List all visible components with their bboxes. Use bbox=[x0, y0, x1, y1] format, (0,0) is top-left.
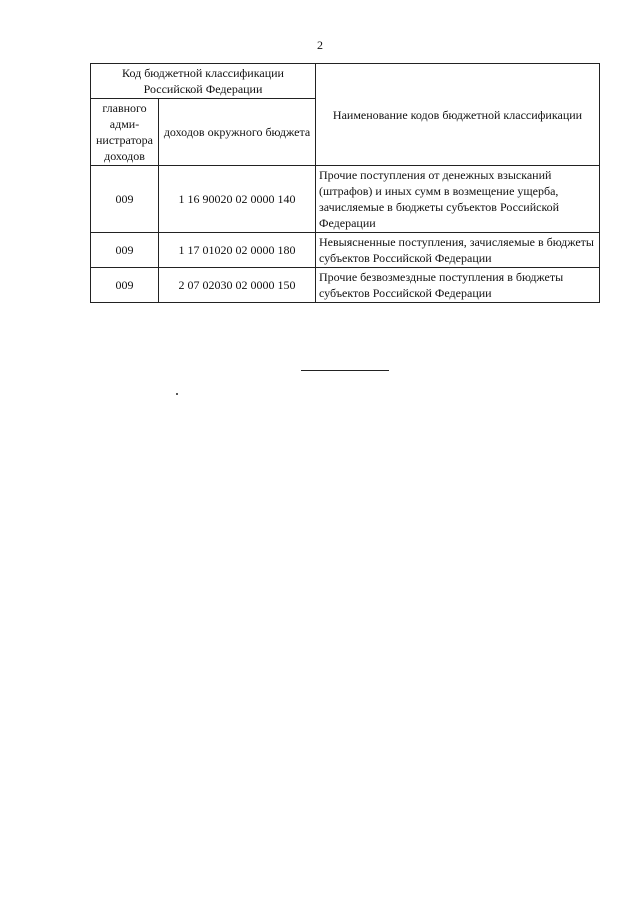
stray-dot bbox=[176, 393, 178, 395]
header-main-administrator: главного адми-нистратора доходов bbox=[91, 99, 159, 166]
cell-admin: 009 bbox=[91, 166, 159, 233]
table-row bbox=[91, 268, 600, 303]
header-code-names: Наименование кодов бюджетной классификации bbox=[316, 64, 600, 166]
cell-name: Невыясненные поступления, зачисляемые в бюджеты субъектов Российской Федерации bbox=[316, 233, 600, 268]
header-budget-classification-code: Код бюджетной классификации Российской Федерации bbox=[91, 64, 316, 99]
cell-admin: 009 bbox=[91, 268, 159, 303]
closing-divider-line bbox=[301, 370, 389, 371]
cell-name: Прочие поступления от денежных взысканий (штрафов) и иных сумм в возмещение ущерба, зачисляемые в бюджеты субъектов Российской Федерации bbox=[316, 166, 600, 233]
cell-name: Прочие безвозмездные поступления в бюджеты субъектов Российской Федерации bbox=[316, 268, 600, 303]
table-row bbox=[91, 166, 600, 233]
cell-code: 1 16 90020 02 0000 140 bbox=[159, 166, 316, 233]
cell-code: 1 17 01020 02 0000 180 bbox=[159, 233, 316, 268]
cell-admin: 009 bbox=[91, 233, 159, 268]
table-row bbox=[91, 233, 600, 268]
page-number: 2 bbox=[317, 38, 323, 52]
cell-code: 2 07 02030 02 0000 150 bbox=[159, 268, 316, 303]
header-district-budget-income: доходов окружного бюджета bbox=[159, 99, 316, 166]
budget-classification-table bbox=[90, 63, 600, 303]
